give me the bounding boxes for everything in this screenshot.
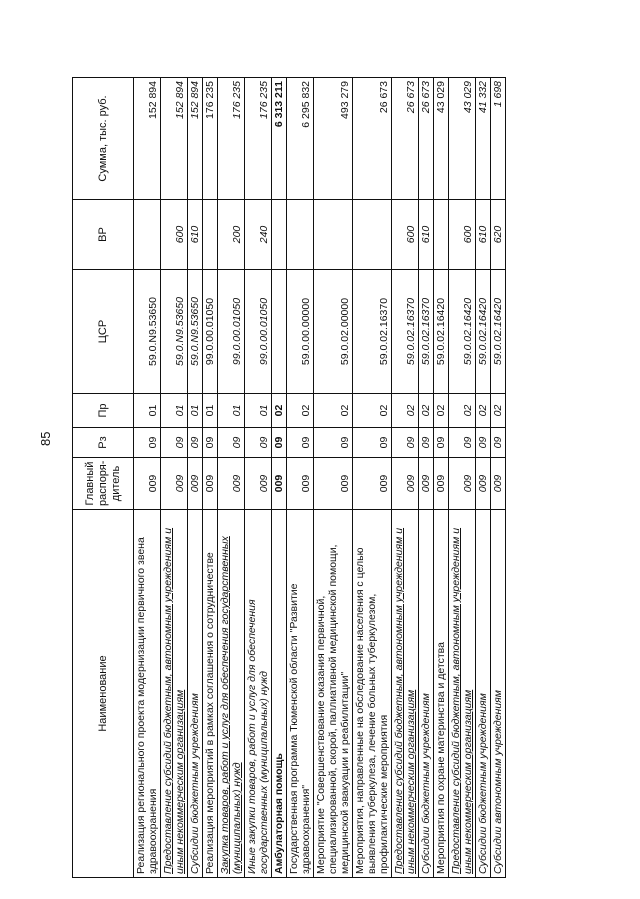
cell-rz: 09 xyxy=(287,428,314,458)
header-name: Наименование xyxy=(73,510,134,878)
cell-sum: 493 279 xyxy=(314,78,353,200)
cell-vr xyxy=(353,200,392,270)
table-row xyxy=(353,78,392,878)
cell-pr: 01 xyxy=(188,394,203,428)
cell-gr: 009 xyxy=(161,458,188,510)
cell-csr: 59.0.02.16420 xyxy=(449,270,476,394)
cell-rz: 09 xyxy=(476,428,491,458)
cell-sum: 41 332 xyxy=(476,78,491,200)
cell-pr: 02 xyxy=(419,394,434,428)
table-row xyxy=(188,78,203,878)
cell-name: Реализация регионального проекта модернизации первичного звена здравоохранения xyxy=(134,510,161,878)
cell-rz: 09 xyxy=(491,428,506,458)
cell-vr xyxy=(287,200,314,270)
cell-sum: 26 673 xyxy=(419,78,434,200)
cell-vr xyxy=(134,200,161,270)
cell-gr: 009 xyxy=(272,458,287,510)
cell-csr: 59.0.02.16420 xyxy=(434,270,449,394)
cell-sum: 176 235 xyxy=(218,78,245,200)
cell-gr: 009 xyxy=(203,458,218,510)
cell-vr: 240 xyxy=(245,200,272,270)
cell-vr: 620 xyxy=(491,200,506,270)
table-row xyxy=(314,78,353,878)
cell-csr: 59.0.N9.53650 xyxy=(134,270,161,394)
cell-sum: 152 894 xyxy=(188,78,203,200)
cell-rz: 09 xyxy=(188,428,203,458)
table-row xyxy=(218,78,245,878)
cell-pr: 01 xyxy=(161,394,188,428)
cell-rz: 09 xyxy=(353,428,392,458)
cell-name: Мероприятия, направленные на обследование населения с целью выявления туберкулеза, лечение больных туберкулезом, профилактические мероприятия xyxy=(353,510,392,878)
cell-vr xyxy=(434,200,449,270)
cell-sum: 43 029 xyxy=(449,78,476,200)
header-rz: Рз xyxy=(73,428,134,458)
header-vr: ВР xyxy=(73,200,134,270)
cell-pr: 01 xyxy=(245,394,272,428)
cell-csr: 59.0.02.00000 xyxy=(314,270,353,394)
cell-sum: 1 698 xyxy=(491,78,506,200)
cell-pr: 01 xyxy=(134,394,161,428)
cell-gr: 009 xyxy=(449,458,476,510)
cell-rz: 09 xyxy=(245,428,272,458)
header-csr: ЦСР xyxy=(73,270,134,394)
cell-gr: 009 xyxy=(218,458,245,510)
cell-name: Субсидии автономным учреждениям xyxy=(491,510,506,878)
cell-vr xyxy=(203,200,218,270)
cell-gr: 009 xyxy=(314,458,353,510)
cell-rz: 09 xyxy=(203,428,218,458)
cell-vr xyxy=(272,200,287,270)
cell-rz: 09 xyxy=(161,428,188,458)
cell-vr: 610 xyxy=(419,200,434,270)
cell-pr: 02 xyxy=(392,394,419,428)
cell-vr xyxy=(314,200,353,270)
cell-rz: 09 xyxy=(434,428,449,458)
cell-name: Закупка товаров, работ и услуг для обеспечения государственных (муниципальных) нужд xyxy=(218,510,245,878)
cell-csr: 99.0.00.01050 xyxy=(203,270,218,394)
cell-rz: 09 xyxy=(314,428,353,458)
cell-csr: 59.0.02.16370 xyxy=(419,270,434,394)
cell-csr: 59.0.02.16420 xyxy=(491,270,506,394)
cell-rz: 09 xyxy=(134,428,161,458)
table-row xyxy=(134,78,161,878)
cell-csr: 59.0.02.16420 xyxy=(476,270,491,394)
page-number: 85 xyxy=(38,431,53,446)
cell-gr: 009 xyxy=(392,458,419,510)
cell-sum: 6 313 211 xyxy=(272,78,287,200)
cell-rz: 09 xyxy=(449,428,476,458)
table-row xyxy=(434,78,449,878)
cell-vr: 600 xyxy=(449,200,476,270)
cell-vr: 610 xyxy=(188,200,203,270)
table-row xyxy=(272,78,287,878)
cell-gr: 009 xyxy=(245,458,272,510)
cell-pr: 02 xyxy=(287,394,314,428)
cell-name: Реализация мероприятий в рамках соглашения о сотрудничестве xyxy=(203,510,218,878)
cell-csr xyxy=(272,270,287,394)
cell-csr: 59.0.00.00000 xyxy=(287,270,314,394)
cell-gr: 009 xyxy=(491,458,506,510)
cell-csr: 59.0.02.16370 xyxy=(353,270,392,394)
cell-pr: 02 xyxy=(476,394,491,428)
cell-gr: 009 xyxy=(287,458,314,510)
cell-vr: 610 xyxy=(476,200,491,270)
cell-sum: 26 673 xyxy=(353,78,392,200)
header-pr: Пр xyxy=(73,394,134,428)
cell-pr: 02 xyxy=(272,394,287,428)
cell-csr: 59.0.N9.53650 xyxy=(188,270,203,394)
cell-sum: 43 029 xyxy=(434,78,449,200)
budget-table xyxy=(72,77,506,878)
cell-gr: 009 xyxy=(434,458,449,510)
cell-csr: 99.0.00.01050 xyxy=(218,270,245,394)
cell-name: Предоставление субсидий бюджетным, автономным учреждениям и иным некоммерческим организациям xyxy=(161,510,188,878)
header-gr: Главный распоря-дитель xyxy=(73,458,134,510)
cell-rz: 09 xyxy=(392,428,419,458)
table-row xyxy=(491,78,506,878)
cell-name: Субсидии бюджетным учреждениям xyxy=(188,510,203,878)
cell-pr: 02 xyxy=(491,394,506,428)
cell-pr: 02 xyxy=(353,394,392,428)
cell-gr: 009 xyxy=(476,458,491,510)
cell-gr: 009 xyxy=(134,458,161,510)
table-row xyxy=(476,78,491,878)
cell-rz: 09 xyxy=(272,428,287,458)
table-row xyxy=(419,78,434,878)
table-row xyxy=(392,78,419,878)
cell-pr: 02 xyxy=(434,394,449,428)
rotated-page xyxy=(72,78,572,878)
cell-rz: 09 xyxy=(419,428,434,458)
cell-pr: 02 xyxy=(449,394,476,428)
cell-csr: 99.0.00.01050 xyxy=(245,270,272,394)
cell-pr: 01 xyxy=(218,394,245,428)
cell-gr: 009 xyxy=(353,458,392,510)
cell-name: Предоставление субсидий бюджетным, автономным учреждениям и иным некоммерческим организациям xyxy=(449,510,476,878)
cell-name: Иные закупки товаров, работ и услуг для обеспечения государственных (муниципальных) нужд xyxy=(245,510,272,878)
table-header-row xyxy=(73,78,134,878)
cell-sum: 176 235 xyxy=(245,78,272,200)
cell-gr: 009 xyxy=(188,458,203,510)
table-row xyxy=(287,78,314,878)
cell-name: Субсидии бюджетным учреждениям xyxy=(476,510,491,878)
cell-name: Мероприятие "Совершенствование оказания первичной, специализированной, скорой, паллиативной медицинской помощи, медицинской эвакуации и реабилитации" xyxy=(314,510,353,878)
cell-pr: 02 xyxy=(314,394,353,428)
cell-sum: 176 235 xyxy=(203,78,218,200)
table-row xyxy=(161,78,188,878)
cell-name: Предоставление субсидий бюджетным, автономным учреждениям и иным некоммерческим организациям xyxy=(392,510,419,878)
cell-csr: 59.0.02.16370 xyxy=(392,270,419,394)
table-row xyxy=(245,78,272,878)
cell-sum: 152 894 xyxy=(161,78,188,200)
cell-vr: 600 xyxy=(161,200,188,270)
cell-sum: 26 673 xyxy=(392,78,419,200)
cell-pr: 01 xyxy=(203,394,218,428)
cell-name: Государственная программа Тюменской области "Развитие здравоохранения" xyxy=(287,510,314,878)
cell-sum: 6 295 832 xyxy=(287,78,314,200)
cell-name: Амбулаторная помощь xyxy=(272,510,287,878)
header-sum: Сумма, тыс. руб. xyxy=(73,78,134,200)
cell-csr: 59.0.N9.53650 xyxy=(161,270,188,394)
table-row xyxy=(449,78,476,878)
cell-rz: 09 xyxy=(218,428,245,458)
cell-name: Субсидии бюджетным учреждениям xyxy=(419,510,434,878)
cell-vr: 200 xyxy=(218,200,245,270)
cell-sum: 152 894 xyxy=(134,78,161,200)
cell-gr: 009 xyxy=(419,458,434,510)
table-row xyxy=(203,78,218,878)
cell-name: Мероприятия по охране материнства и детства xyxy=(434,510,449,878)
cell-vr: 600 xyxy=(392,200,419,270)
